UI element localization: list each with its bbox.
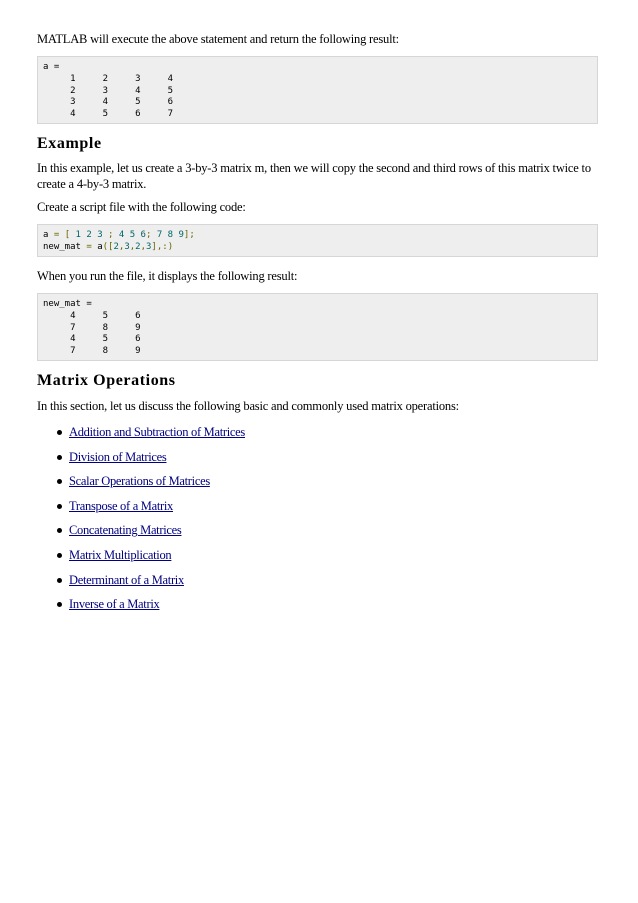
link-multiplication[interactable]: Matrix Multiplication — [69, 547, 172, 562]
link-division[interactable]: Division of Matrices — [69, 449, 167, 464]
code-line-2 — [43, 242, 173, 252]
bullet-icon — [57, 602, 62, 607]
link-determinant[interactable]: Determinant of a Matrix — [69, 572, 184, 587]
code-token: , — [140, 241, 146, 252]
code-token: [ — [108, 241, 114, 252]
bullet-icon — [57, 504, 62, 509]
link-transpose[interactable]: Transpose of a Matrix — [69, 498, 173, 513]
bullet-icon — [57, 528, 62, 533]
code-block — [37, 224, 598, 257]
run-result-paragraph: When you run the file, it displays the following result: — [37, 269, 298, 283]
code-token: a — [97, 241, 103, 252]
result-block-a — [37, 56, 598, 124]
result-output-a: a = 1 2 3 4 2 3 4 5 3 4 5 6 4 5 6 7 — [43, 62, 174, 120]
example-paragraph: In this example, let us create a 3-by-3 matrix m, then we will copy the second and third rows of this matrix twice to create a 4-by-3 matrix. — [37, 161, 591, 191]
example-heading: Example — [37, 135, 102, 152]
code-token: ; — [108, 230, 114, 240]
matrix-operations-intro: In this section, let us discuss the following basic and commonly used matrix operations: — [37, 399, 459, 413]
result-block-new-mat — [37, 293, 598, 361]
code-token: new_mat — [43, 241, 81, 252]
code-token: 2 — [113, 241, 119, 252]
code-token: ) — [167, 241, 174, 252]
code-token: = — [48, 230, 65, 240]
link-concatenating[interactable]: Concatenating Matrices — [69, 523, 182, 538]
code-token: , — [129, 241, 136, 252]
code-listing — [43, 230, 592, 254]
code-token: = — [80, 241, 98, 252]
intro-paragraph: MATLAB will execute the above statement and return the following result: — [37, 32, 399, 46]
code-token: 4 5 6 — [113, 230, 146, 240]
code-token: ; — [145, 230, 152, 240]
code-token: 7 8 9 — [151, 230, 184, 240]
code-token: 2 — [135, 241, 141, 252]
bullet-icon — [57, 479, 62, 484]
code-token: 3 — [146, 241, 152, 252]
code-token: , — [118, 241, 125, 252]
bullet-icon — [57, 430, 62, 435]
link-inverse[interactable]: Inverse of a Matrix — [69, 597, 160, 612]
code-token: ]; — [183, 230, 195, 240]
link-addition-subtraction[interactable]: Addition and Subtraction of Matrices — [69, 425, 245, 439]
code-token: ( — [102, 241, 109, 252]
script-prompt-paragraph: Create a script file with the following code: — [37, 200, 246, 214]
code-token: [ — [64, 230, 71, 240]
matrix-operations-heading: Matrix Operations — [37, 372, 176, 389]
code-token: ],: — [151, 241, 168, 252]
link-scalar-operations[interactable]: Scalar Operations of Matrices — [69, 474, 210, 489]
code-token: 3 — [124, 241, 130, 252]
code-token: a — [43, 230, 49, 240]
bullet-icon — [57, 578, 62, 583]
code-line-1 — [43, 230, 195, 240]
bullet-icon — [57, 553, 62, 558]
result-output-new-mat: new_mat = 4 5 6 7 8 9 4 5 6 7 8 9 — [43, 299, 141, 357]
code-token: 1 2 3 — [70, 230, 109, 240]
bullet-icon — [57, 455, 62, 460]
